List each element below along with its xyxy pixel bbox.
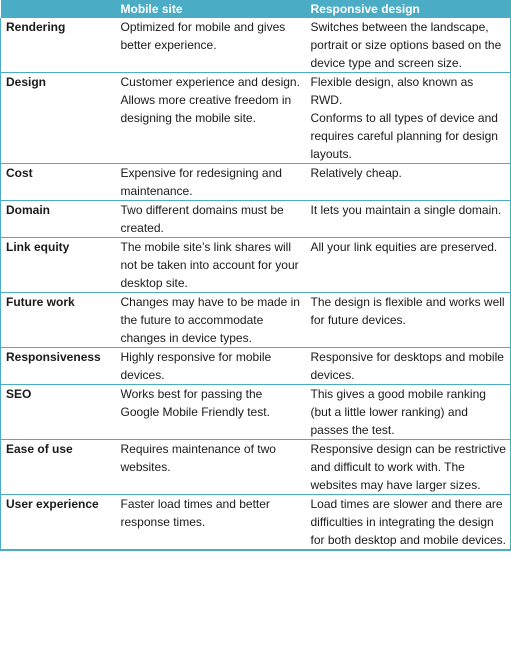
responsive-design-cell xyxy=(304,348,511,385)
mobile-site-cell-text: Optimized for mobile and gives better experience. xyxy=(120,20,286,52)
responsive-design-cell-text: Load times are slower and there are difficulties in integrating the design for both desktop and mobile devices. xyxy=(310,497,506,547)
row-label: Design xyxy=(1,73,114,164)
mobile-site-cell xyxy=(114,18,304,73)
mobile-site-cell-text: Works best for passing the Google Mobile Friendly test. xyxy=(120,387,270,419)
responsive-design-cell xyxy=(304,293,511,348)
row-label: Responsiveness xyxy=(1,348,114,385)
mobile-site-cell-text: Faster load times and better response times. xyxy=(120,497,270,529)
mobile-site-cell-text: Highly responsive for mobile devices. xyxy=(120,350,272,382)
header-responsive-design: Responsive design xyxy=(304,0,511,18)
table-row xyxy=(1,293,511,348)
mobile-site-cell xyxy=(114,495,304,551)
responsive-design-cell xyxy=(304,73,511,164)
table-row xyxy=(1,73,511,164)
responsive-design-cell xyxy=(304,238,511,293)
responsive-design-cell-text: All your link equities are preserved. xyxy=(310,240,498,254)
row-label: Rendering xyxy=(1,18,114,73)
row-label: User experience xyxy=(1,495,114,551)
responsive-design-cell-text: It lets you maintain a single domain. xyxy=(310,203,502,217)
responsive-design-cell-text: Responsive design can be restrictive and difficult to work with. The websites may have larger sizes. xyxy=(310,442,506,492)
responsive-design-cell-text: Relatively cheap. xyxy=(310,166,402,180)
mobile-site-cell-text: Expensive for redesigning and maintenance. xyxy=(120,166,282,198)
mobile-site-cell xyxy=(114,385,304,440)
table-row xyxy=(1,495,511,551)
mobile-site-cell xyxy=(114,238,304,293)
mobile-site-cell-text: Allows more creative freedom in designing the mobile site. xyxy=(120,93,292,125)
header-mobile-site: Mobile site xyxy=(114,0,304,18)
mobile-site-cell xyxy=(114,440,304,495)
mobile-site-cell-text: Two different domains must be created. xyxy=(120,203,284,235)
row-label: Future work xyxy=(1,293,114,348)
responsive-design-cell xyxy=(304,495,511,551)
table-row xyxy=(1,348,511,385)
responsive-design-cell-text: Responsive for desktops and mobile devices. xyxy=(310,350,504,382)
mobile-site-cell xyxy=(114,164,304,201)
table-row xyxy=(1,238,511,293)
responsive-design-cell xyxy=(304,440,511,495)
row-label: Domain xyxy=(1,201,114,238)
responsive-design-cell-text: The design is flexible and works well for future devices. xyxy=(310,295,505,327)
table-header xyxy=(1,0,511,18)
mobile-site-cell-text: Customer experience and design. xyxy=(120,75,300,89)
responsive-design-cell-text: Switches between the landscape, portrait or size options based on the device type and screen size. xyxy=(310,20,502,70)
row-label: SEO xyxy=(1,385,114,440)
mobile-site-cell-text: Changes may have to be made in the future to accommodate changes in device types. xyxy=(120,295,300,345)
responsive-design-cell-text: Flexible design, also known as RWD. xyxy=(310,75,474,107)
responsive-design-cell-text: This gives a good mobile ranking (but a little lower ranking) and passes the test. xyxy=(310,387,486,437)
table-row xyxy=(1,18,511,73)
table-row xyxy=(1,440,511,495)
mobile-site-cell xyxy=(114,293,304,348)
header-row xyxy=(1,0,511,18)
header-corner-cell xyxy=(1,0,114,18)
row-label: Cost xyxy=(1,164,114,201)
responsive-design-cell-text: Conforms to all types of device and requires careful planning for design layouts. xyxy=(310,111,498,161)
mobile-site-cell-text: The mobile site’s link shares will not be taken into account for your desktop site. xyxy=(120,240,299,290)
table-row xyxy=(1,164,511,201)
table-body xyxy=(1,18,511,550)
responsive-design-cell xyxy=(304,385,511,440)
table-row xyxy=(1,201,511,238)
responsive-design-cell xyxy=(304,201,511,238)
mobile-site-cell-text: Requires maintenance of two websites. xyxy=(120,442,276,474)
mobile-site-cell xyxy=(114,348,304,385)
mobile-site-cell xyxy=(114,73,304,164)
responsive-design-cell xyxy=(304,18,511,73)
table-row xyxy=(1,385,511,440)
row-label: Link equity xyxy=(1,238,114,293)
mobile-site-cell xyxy=(114,201,304,238)
row-label: Ease of use xyxy=(1,440,114,495)
responsive-design-cell xyxy=(304,164,511,201)
